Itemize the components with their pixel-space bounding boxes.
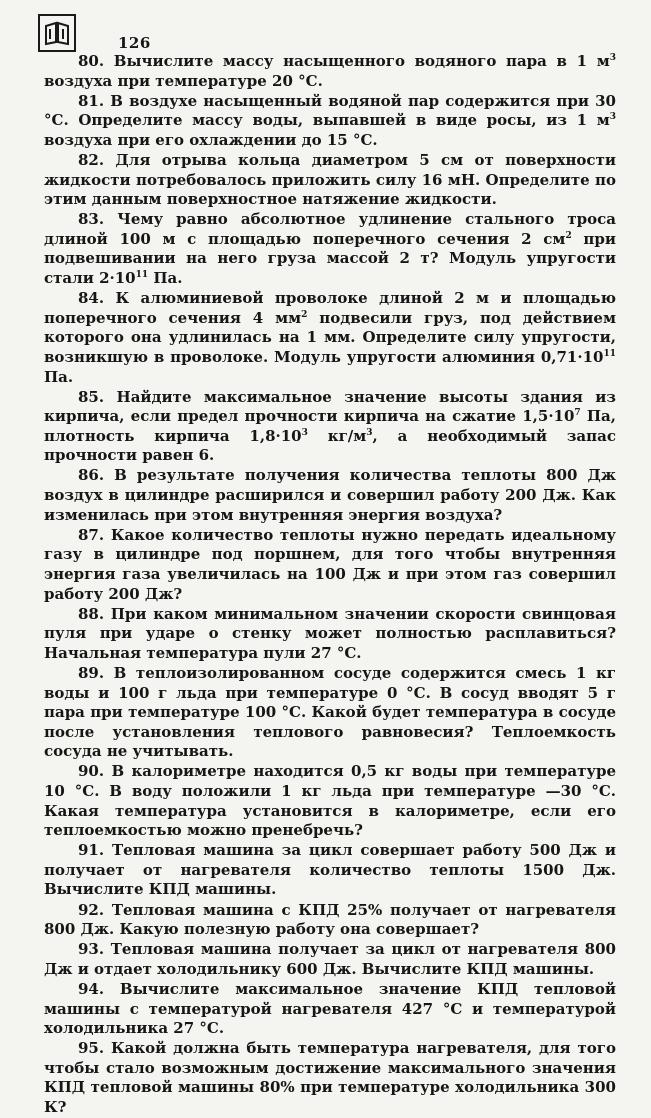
problem-text: В результате получения количества теплоты 800 Дж воздух в цилиндре расширился и совершил работу 200 Дж. Как изменилась при этом внутренняя энергия воздуха? [44,466,616,524]
problem-number: 95. [78,1039,105,1058]
problem-number: 90. [78,762,105,781]
problem-number: 91. [78,841,105,860]
problem-81 [44,92,616,151]
problem-90 [44,762,616,840]
problem-text: Какой должна быть температура нагревателя, для того чтобы стало возможным достижение максимального значения КПД тепловой машины 80% при температуре холодильника 300 К? [44,1039,616,1116]
problem-text: воздуха при температуре 20 °С. [44,71,323,90]
problem-number: 80. [78,52,105,70]
problem-92 [44,901,616,940]
problem-number: 89. [78,663,105,682]
problem-86 [44,466,616,525]
problem-85 [44,388,616,466]
problem-text: К алюминиевой проволоке длиной 2 м и площадью поперечного сечения 4 мм [44,289,616,327]
problem-text: подвесили груз, под действием которого она удлинилась на 1 мм. Определите силу упругости, возникшую в проволоке. Модуль упругости алюминия 0,71·10 [44,308,616,366]
superscript: 3 [609,53,616,63]
superscript: 2 [301,309,308,320]
problem-text: В теплоизолированном сосуде содержится смесь 1 кг воды и 100 г льда при температуре 0 °С. В сосуд вводят 5 г пара при температуре 100 °С. Какой будет температура в сосуде после установления теплового равновесия? Теплоемкость сосуда не учитывать. [44,663,616,761]
superscript: 3 [609,112,616,123]
page-number: 126 [118,34,151,52]
problem-text: Для отрыва кольца диаметром 5 см от поверхности жидкости потребовалось приложить силу 16 мН. Определите по этим данным поверхностное натяжение жидкости. [44,150,616,209]
problem-text: Па, плотность кирпича 1,8·10 [44,407,616,445]
problem-95 [44,1039,616,1117]
problem-list [44,52,616,1118]
problem-93 [44,940,616,979]
problem-text: Вычислите массу насыщенного водяного пара в 1 м [113,52,610,70]
problem-87 [44,526,616,604]
superscript: 2 [565,230,572,241]
problem-number: 84. [78,289,105,308]
problem-84 [44,289,616,387]
superscript: 3 [301,427,308,438]
problem-89 [44,664,616,762]
book-icon [38,14,76,52]
problem-text: Па. [148,269,183,288]
problem-94 [44,980,616,1039]
problem-number: 83. [78,210,105,229]
page-header [38,14,338,54]
problem-number: 88. [78,604,105,623]
problem-text: Какое количество теплоты нужно передать идеальному газу в цилиндре под поршнем, для того чтобы внутренняя энергия газа увеличилась на 100 Дж и при этом газ совершил работу 200 Дж? [44,525,616,603]
problem-text: В калориметре находится 0,5 кг воды при температуре 10 °С. В воду положили 1 кг льда при температуре —30 °С. Какая температура установится в калориметре, если его теплоемкостью можно пренебречь? [44,762,616,840]
problem-82 [44,151,616,210]
problem-text: , а необходимый запас прочности равен 6. [44,426,616,465]
problem-text: воздуха при его охлаждении до 15 °С. [44,130,378,149]
problem-number: 85. [78,387,105,406]
problem-number: 94. [78,979,105,998]
problem-text: Тепловая машина с КПД 25% получает от нагревателя 800 Дж. Какую полезную работу она совершает? [44,900,616,939]
superscript: 3 [366,427,373,438]
problem-88 [44,605,616,664]
problem-number: 92. [78,900,105,919]
superscript: 7 [574,408,581,419]
problem-text: Вычислите максимальное значение КПД тепловой машины с температурой нагревателя 427 °С и температурой холодильника 27 °С. [44,979,616,1038]
problem-80 [44,52,616,91]
problem-text: Тепловая машина получает за цикл от нагревателя 800 Дж и отдает холодильнику 600 Дж. Вычислите КПД машины. [44,940,616,978]
superscript: 11 [135,270,149,281]
problem-number: 86. [78,466,105,485]
problem-number: 81. [78,91,105,110]
problem-text: Па. [44,367,74,386]
problem-number: 93. [78,940,105,959]
problem-text: Тепловая машина за цикл совершает работу 500 Дж и получает от нагревателя количество теплоты 1500 Дж. Вычислите КПД машины. [44,841,616,899]
problem-number: 87. [78,525,105,544]
problem-text: При каком минимальном значении скорости свинцовая пуля при ударе о стенку может полностью расплавиться? Начальная температура пули 27 °С. [44,604,616,662]
superscript: 11 [603,348,616,359]
problem-text: Найдите максимальное значение высоты здания из кирпича, если предел прочности кирпича на сжатие 1,5·10 [44,387,616,426]
problem-text: Чему равно абсолютное удлинение стального троса длиной 100 м с площадью поперечного сечения 2 см [44,210,616,248]
problem-91 [44,841,616,900]
problem-text: В воздухе насыщенный водяной пар содержится при 30 °С. Определите массу воды, выпавшей в виде росы, из 1 м [44,91,616,130]
problem-83 [44,210,616,288]
problem-number: 82. [78,150,105,169]
problem-text: кг/м [307,426,367,445]
problem-text: при подвешивании на него груза массой 2 т? Модуль упругости стали 2·10 [44,229,616,288]
